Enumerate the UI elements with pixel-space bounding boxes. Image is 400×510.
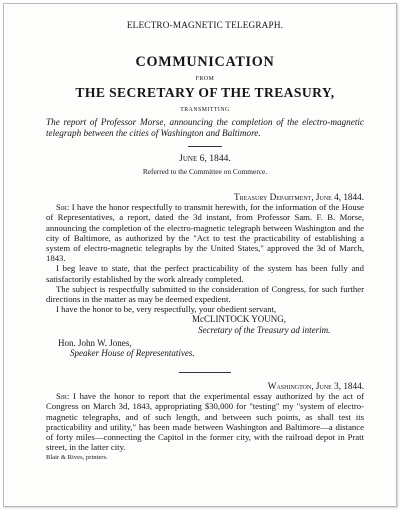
referral-note: Referred to the Committee on Commerce. (142, 167, 268, 177)
letter2-paragraph-1 (46, 391, 364, 452)
letter1-body-1: I have the honor respectfully to transmit herewith, for the information of the House of Representatives, a report, dated the 3d instant, from Professor Sam. F. B. Morse, announcing the completion of the electro-magnetic telegraph between Washington and the city of Baltimore, as authorized by the "Act to test the practicability of establishing a system of electro-magnetic telegraphs by the United States," approved the 3d of March, 1843. (46, 202, 364, 264)
addressee-title: Speaker House of Representatives. (70, 348, 195, 359)
letter1-paragraph-3: The subject is respectfully submitted to the consideration of Congress, for such further directions in the matter as may be deemed expedient. (46, 283, 364, 305)
signer-name: McCLINTOCK YOUNG, (192, 314, 286, 325)
letter1-closing: I have the honor to be, very respectfully, your obedient servant, (56, 304, 277, 315)
printer-credit: Blair & Rives, printers. (46, 454, 108, 462)
subject-line: The report of Professor Morse, announcing the completion of the electro-magnetic telegraph between the cities of Washington and Baltimore. (46, 117, 364, 138)
document-frame (3, 3, 397, 507)
addressee-name: Hon. John W. Jones, (58, 337, 132, 348)
from-whom: THE SECRETARY OF THE TREASURY, (75, 85, 335, 100)
document-date: June 6, 1844. (179, 153, 231, 165)
transmitting-label: TRANSMITTING (180, 107, 230, 113)
document-title: COMMUNICATION (135, 54, 275, 70)
letter1-salutation: Sir: (56, 202, 70, 213)
document-page (46, 18, 364, 461)
letter1-paragraph-2: I beg leave to state, that the perfect practicability of the system has been fully and satisfactorily established by the work already completed. (46, 263, 364, 284)
letter2-body-1: I have the honor to report that the experimental essay authorized by the act of Congress on March 3d, 1843, appropriating $30,000 for "testing" my "system of electro-magnetic telegraphs, and of such length, and between such points, as shall test its practicability and utility," has been made between Washington and Baltimore—a distance of forty miles—connecting the Capitol in the former city, with the railroad depot in Pratt street, in the latter city. (46, 391, 364, 453)
addressee-block (46, 338, 364, 358)
letter2-dateline: Washington, June 3, 1844. (267, 381, 364, 392)
letter1-dateline: Treasury Department, June 4, 1844. (234, 192, 364, 203)
section-divider (179, 372, 231, 373)
from-label: FROM (195, 76, 215, 82)
running-head: ELECTRO-MAGNETIC TELEGRAPH. (126, 20, 284, 30)
letter1-paragraph-1 (46, 202, 364, 263)
short-rule (188, 146, 222, 147)
letter2-salutation: Sir: (56, 391, 70, 402)
signer-title: Secretary of the Treasury ad interim. (198, 324, 331, 335)
